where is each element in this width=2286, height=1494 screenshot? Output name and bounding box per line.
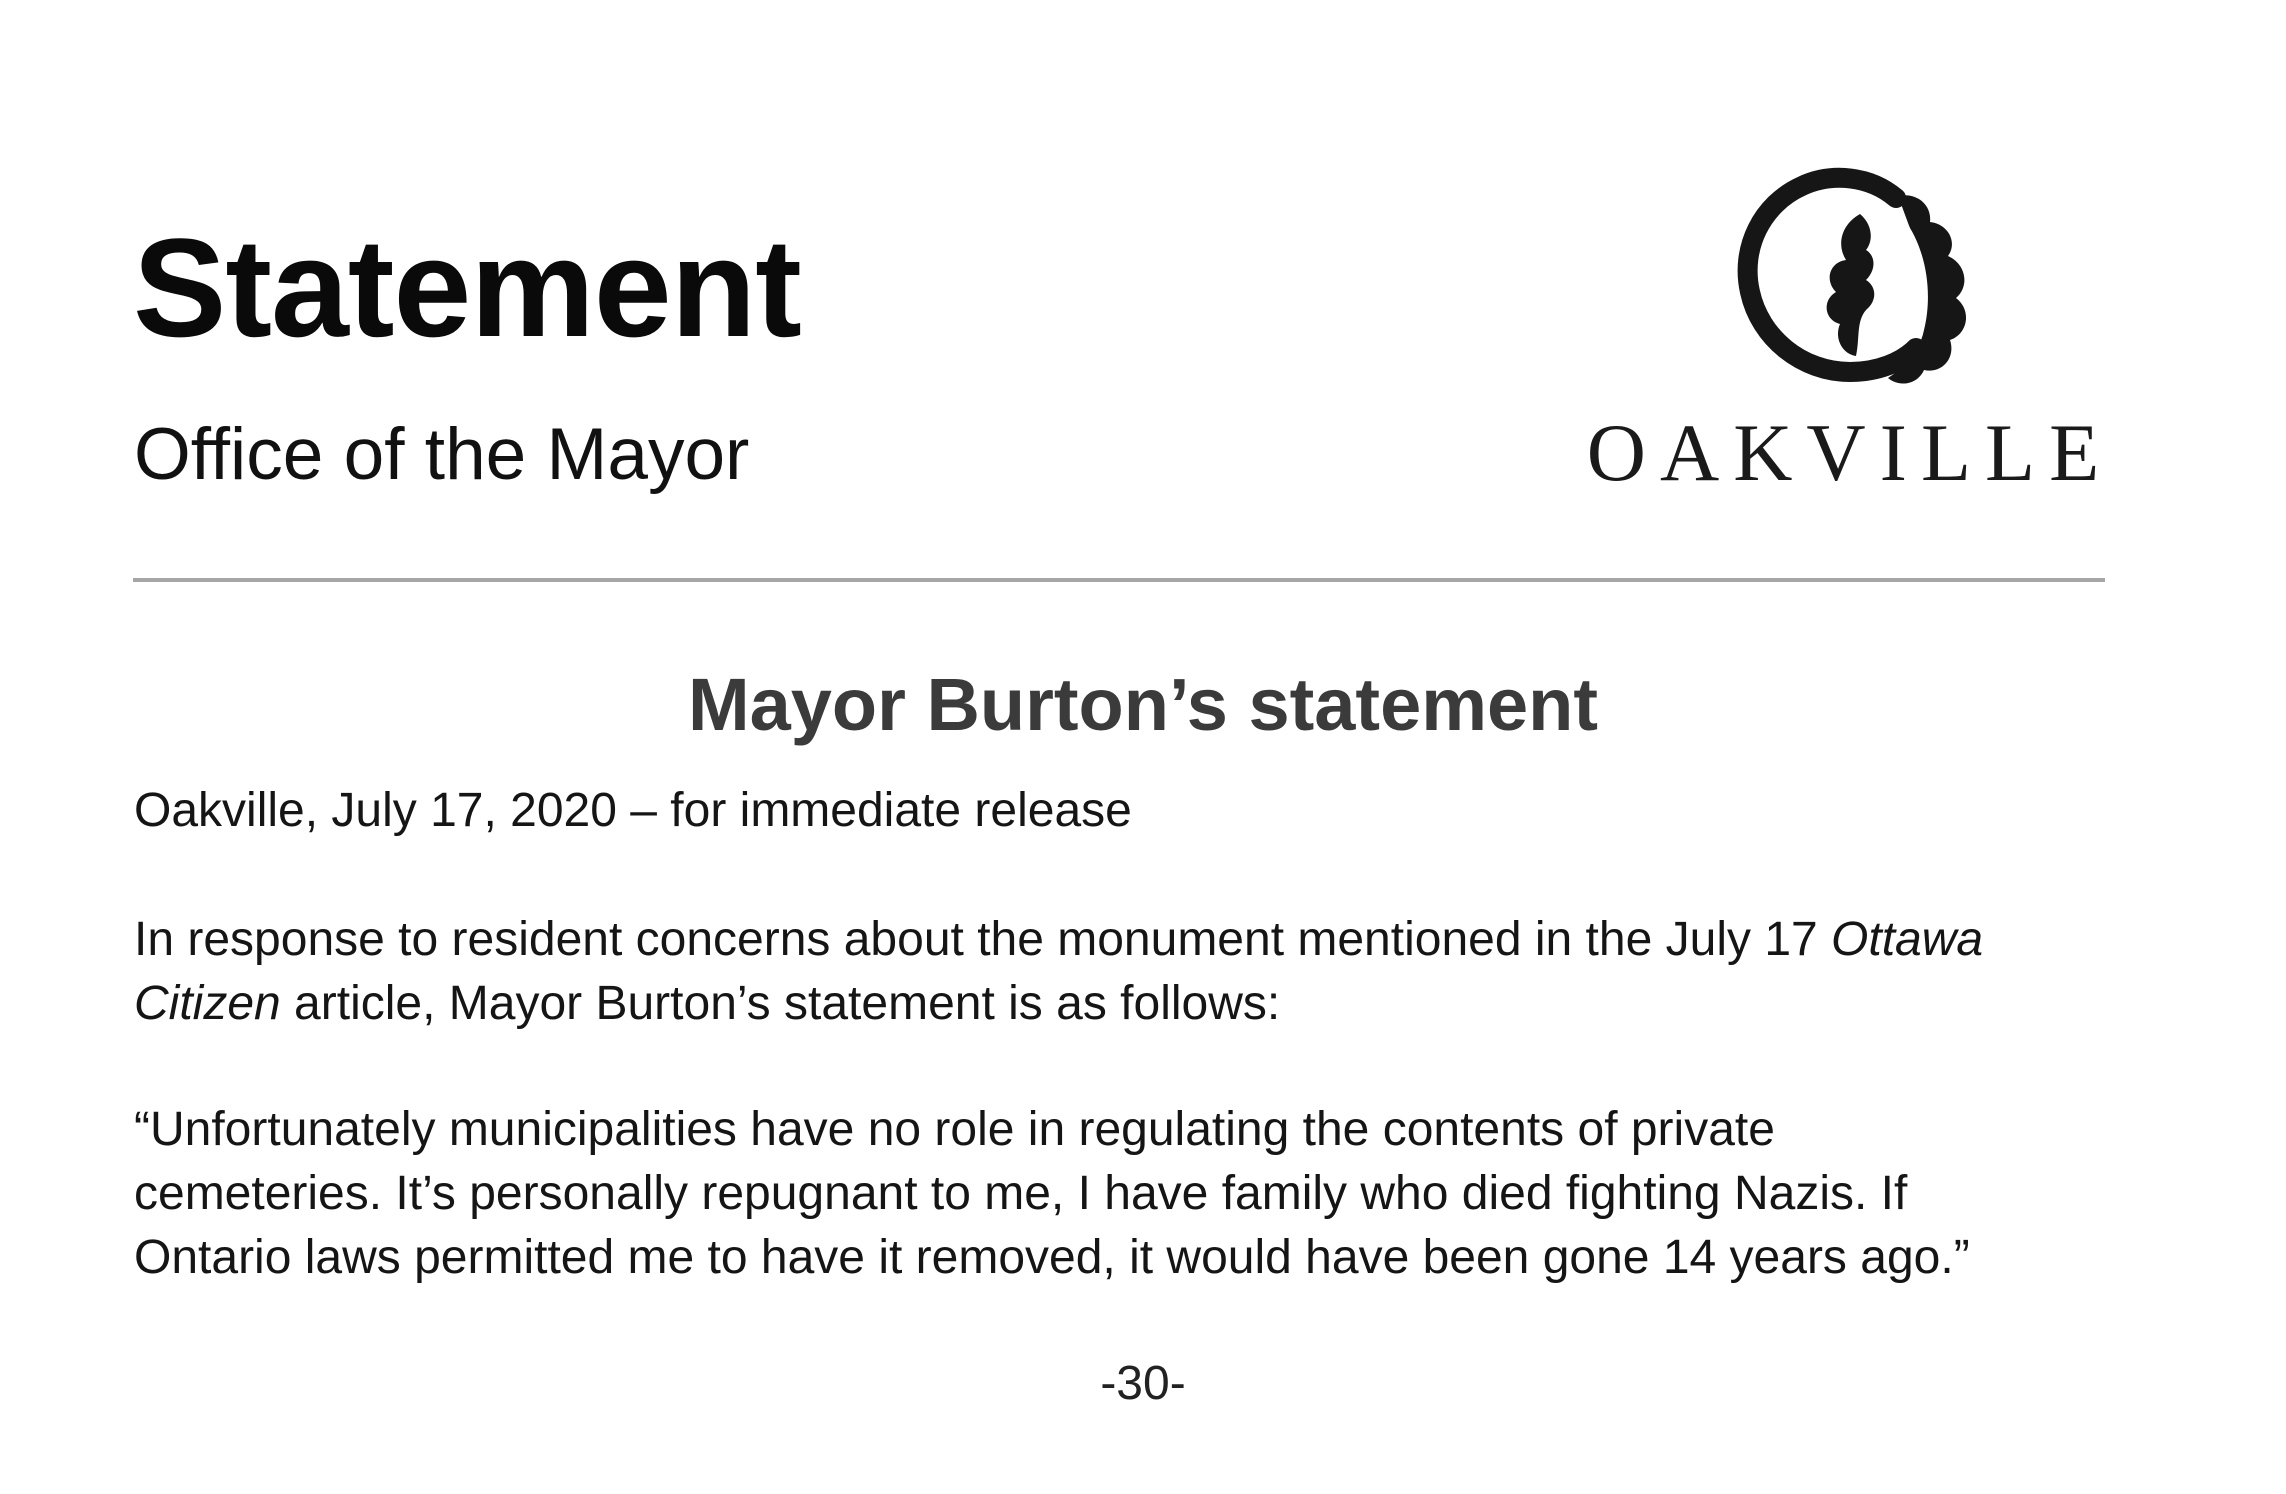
statement-heading: Mayor Burton’s statement — [687, 663, 1599, 746]
intro-line-2 — [134, 972, 2124, 1036]
oak-leaf-circle-icon — [1710, 162, 1980, 402]
oakville-logo — [1580, 150, 2120, 500]
intro-text-continued: article, Mayor Burton’s statement is as follows: — [280, 977, 1281, 1030]
logo-wordmark: OAKVILLE — [1586, 407, 2114, 498]
publication-name-part-2: Citizen — [134, 977, 281, 1030]
header-divider — [133, 578, 2105, 582]
document-subtitle: Office of the Mayor — [134, 414, 750, 495]
intro-paragraph — [134, 908, 2124, 1036]
quote-line: “Unfortunately municipalities have no role in regulating the contents of private — [134, 1103, 1775, 1156]
end-marker: -30- — [1100, 1357, 1186, 1410]
dateline: Oakville, July 17, 2020 – for immediate release — [134, 784, 1132, 837]
quote-line: cemeteries. It’s personally repugnant to me, I have family who died fighting Nazis. If — [134, 1167, 1908, 1220]
publication-name-part-1: Ottawa — [1831, 913, 1984, 966]
intro-text: In response to resident concerns about the monument mentioned in the July 17 — [134, 913, 1832, 966]
quote-line: Ontario laws permitted me to have it removed, it would have been gone 14 years ago.” — [134, 1231, 1970, 1284]
document-title: Statement — [133, 209, 801, 366]
intro-line-1 — [134, 908, 2124, 972]
quote-paragraph — [134, 1098, 2124, 1290]
